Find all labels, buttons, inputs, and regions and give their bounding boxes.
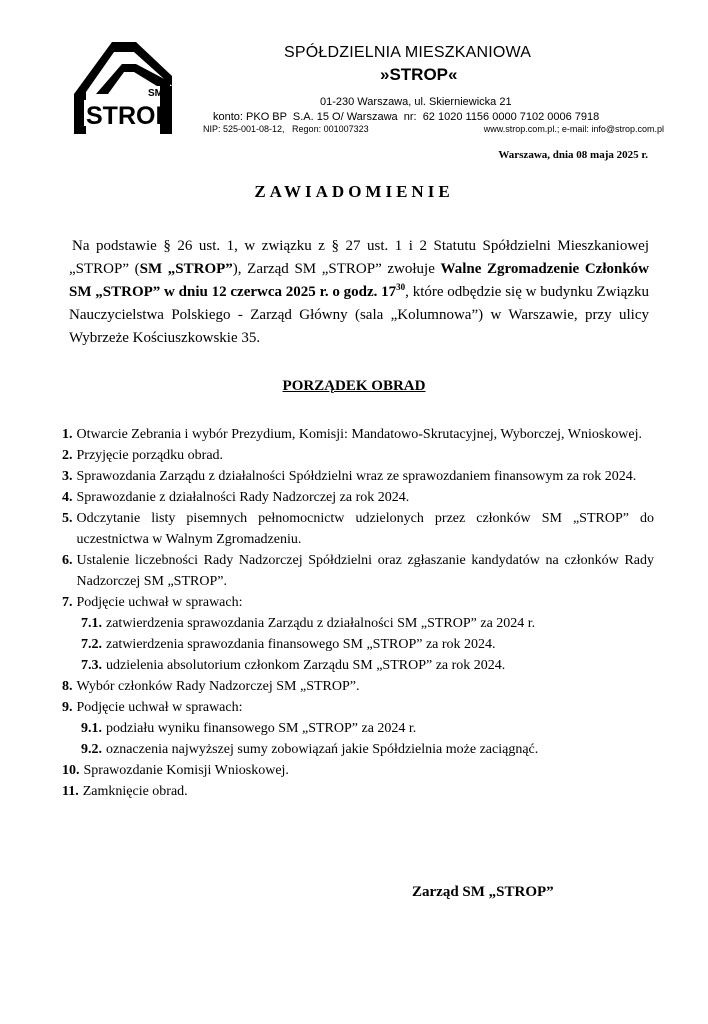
agenda-item bbox=[62, 466, 654, 487]
intro-bold-1: SM „STROP” bbox=[139, 261, 233, 277]
agenda-item-text: Zamknięcie obrad. bbox=[82, 784, 188, 799]
agenda-subitem bbox=[62, 655, 654, 676]
intro-text-2: ), Zarząd SM „STROP” zwołuje bbox=[232, 261, 441, 277]
agenda-item-text: Ustalenie liczebności Rady Nadzorczej Spółdzielni oraz zgłaszanie kandydatów na członków Rady Nadzorczej SM „STROP”. bbox=[76, 553, 654, 589]
bank-account: konto: PKO BP S.A. 15 O/ Warszawa nr: 62 1020 1156 0000 7102 0006 7918 bbox=[213, 111, 600, 123]
agenda-item-text: Sprawozdanie z działalności Rady Nadzorczej za rok 2024. bbox=[76, 490, 410, 505]
agenda-subitem bbox=[62, 739, 654, 760]
org-address: 01-230 Warszawa, ul. Skierniewicka 21 bbox=[320, 96, 512, 108]
agenda-item bbox=[62, 508, 654, 550]
agenda-subitem-text: udzielenia absolutorium członkom Zarządu SM „STROP” za rok 2024. bbox=[106, 658, 506, 673]
agenda-item bbox=[62, 592, 654, 613]
agenda-item-text: Odczytanie listy pisemnych pełnomocnictw udzielonych przez członków SM „STROP” do uczestnictwa w Walnym Zgromadzeniu. bbox=[76, 511, 654, 547]
agenda-item-text: Sprawozdania Zarządu z działalności Spółdzielni wraz ze sprawozdaniem finansowym za rok 2024. bbox=[76, 469, 637, 484]
agenda-item-number: 3. bbox=[62, 469, 73, 484]
agenda-item bbox=[62, 760, 654, 781]
agenda-subitem-number: 9.1. bbox=[81, 721, 102, 736]
intro-text-3: , które odbędzie się w budynku Związku Nauczycielstwa Polskiego - Zarząd Główny (sala „Kolumnowa”) w Warszawie, przy ulicy Wybrzeże Kościuszkowskie 35. bbox=[69, 284, 649, 346]
agenda-subitem bbox=[62, 718, 654, 739]
agenda-subitem-number: 7.3. bbox=[81, 658, 102, 673]
document-date: Warszawa, dnia 08 maja 2025 r. bbox=[498, 149, 648, 161]
agenda-item bbox=[62, 697, 654, 718]
agenda-list bbox=[62, 424, 654, 802]
agenda-item-number: 11. bbox=[62, 784, 79, 799]
agenda-subitem-text: podziału wyniku finansowego SM „STROP” za 2024 r. bbox=[106, 721, 417, 736]
agenda-item-number: 9. bbox=[62, 700, 73, 715]
agenda-subitem-text: oznaczenia najwyższej sumy zobowiązań jakie Spółdzielnia może zaciągnąć. bbox=[106, 742, 539, 757]
agenda-item bbox=[62, 424, 654, 445]
agenda-subitem bbox=[62, 634, 654, 655]
intro-paragraph bbox=[69, 235, 649, 350]
agenda-item bbox=[62, 445, 654, 466]
agenda-item-text: Sprawozdanie Komisji Wnioskowej. bbox=[83, 763, 289, 778]
logo-strop-text: STROP bbox=[86, 102, 172, 130]
agenda-item-number: 2. bbox=[62, 448, 73, 463]
nip-regon: NIP: 525-001-08-12, Regon: 001007323 bbox=[203, 124, 369, 134]
agenda-subitem-text: zatwierdzenia sprawozdania Zarządu z działalności SM „STROP” za 2024 r. bbox=[106, 616, 536, 631]
agenda-item-text: Podjęcie uchwał w sprawach: bbox=[76, 700, 243, 715]
agenda-subitem-number: 7.1. bbox=[81, 616, 102, 631]
agenda-item-number: 1. bbox=[62, 427, 73, 442]
agenda-subitem-text: zatwierdzenia sprawozdania finansowego SM „STROP” za rok 2024. bbox=[106, 637, 496, 652]
intro-text-1: Na podstawie § 26 ust. 1, w związku z § 27 ust. 1 i 2 Statutu Spółdzielni Mieszkaniowej „STROP” ( bbox=[69, 238, 649, 277]
agenda-item bbox=[62, 781, 654, 802]
agenda-item bbox=[62, 676, 654, 697]
agenda-subitem-number: 9.2. bbox=[81, 742, 102, 757]
agenda-item-number: 8. bbox=[62, 679, 73, 694]
strop-logo bbox=[74, 42, 172, 134]
agenda-item bbox=[62, 487, 654, 508]
signature: Zarząd SM „STROP” bbox=[412, 884, 554, 900]
meeting-time-minutes: 30 bbox=[396, 282, 406, 292]
agenda-item-text: Podjęcie uchwał w sprawach: bbox=[76, 595, 243, 610]
agenda-item-number: 4. bbox=[62, 490, 73, 505]
agenda-item-text: Przyjęcie porządku obrad. bbox=[76, 448, 224, 463]
agenda-item-number: 5. bbox=[62, 511, 73, 526]
agenda-item-text: Wybór członków Rady Nadzorczej SM „STROP”. bbox=[76, 679, 360, 694]
agenda-subitem bbox=[62, 613, 654, 634]
meeting-date-time: Walne Zgromadzenie Członków SM „STROP” w dniu 12 czerwca 2025 r. o godz. 17 bbox=[69, 261, 650, 300]
document-title: ZAWIADOMIENIE bbox=[254, 182, 454, 201]
agenda-item bbox=[62, 550, 654, 592]
logo-sm-text: SM bbox=[148, 88, 163, 99]
agenda-item-number: 7. bbox=[62, 595, 73, 610]
letterhead bbox=[74, 40, 664, 140]
web-email: www.strop.com.pl.; e-mail: info@strop.com.pl bbox=[483, 124, 664, 134]
agenda-item-number: 6. bbox=[62, 553, 73, 568]
agenda-title: PORZĄDEK OBRAD bbox=[282, 378, 426, 394]
agenda-item-text: Otwarcie Zebrania i wybór Prezydium, Komisji: Mandatowo-Skrutacyjnej, Wyborczej, Wnioskowej. bbox=[76, 427, 642, 442]
agenda-subitem-number: 7.2. bbox=[81, 637, 102, 652]
org-name: SPÓŁDZIELNIA MIESZKANIOWA bbox=[284, 44, 532, 61]
org-short-name: »STROP« bbox=[380, 65, 458, 84]
agenda-item-number: 10. bbox=[62, 763, 80, 778]
